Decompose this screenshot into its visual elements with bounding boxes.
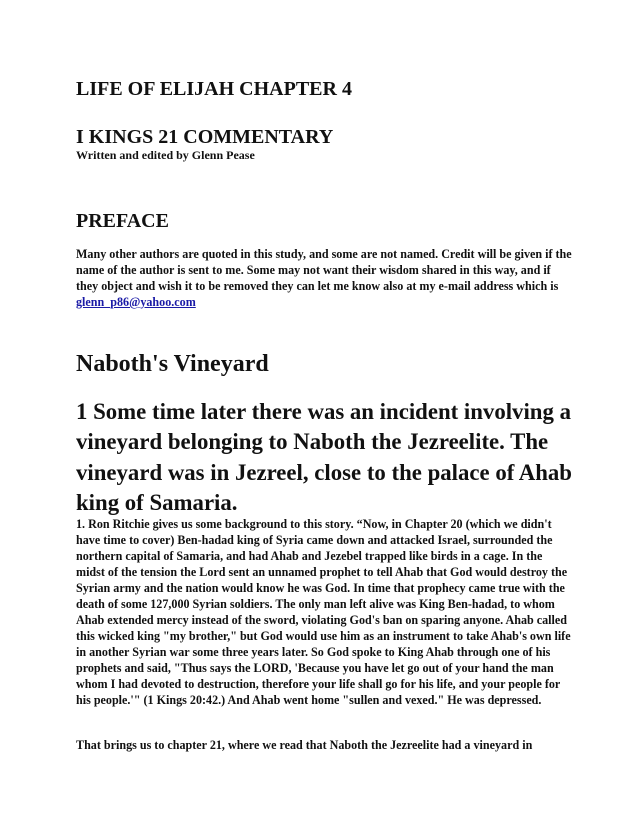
verse-text: 1 Some time later there was an incident involving a vineyard belonging to Naboth the Jezreelite. The vineyard was in Jezreel, close to the palace of Ahab king of Samaria. xyxy=(76,399,572,515)
preface-text: Many other authors are quoted in this study, and some are not named. Credit will be given if the name of the author is sent to me. Some may not want their wisdom shared in this way, and if they object and wish it to be removed they can let me know also at my e-mail address which is xyxy=(76,247,572,293)
preface-paragraph xyxy=(76,246,572,310)
preface-heading: PREFACE xyxy=(76,210,169,232)
email-link[interactable]: glenn_p86@yahoo.com xyxy=(76,295,196,309)
section-heading: Naboth's Vineyard xyxy=(76,351,269,377)
author-byline: Written and edited by Glenn Pease xyxy=(76,148,255,162)
commentary-paragraph: 1. Ron Ritchie gives us some background to this story. “Now, in Chapter 20 (which we didn't have time to cover) Ben-hadad king of Syria came down and attacked Israel, surrounded the northern capital of Samaria, and had Ahab and Jezebel trapped like birds in a cage. In the midst of the tension the Lord sent an unnamed prophet to tell Ahab that God would destroy the Syrian army and the nation would know he was God. In time that prophecy came true with the death of some 127,000 Syrian soldiers. The only man left alive was King Ben-hadad, to whom Ahab extended mercy instead of the sword, violating God's ban on sparing anyone. Ahab called this wicked king "my brother," but God would use him as an instrument to take Ahab's own life in another Syrian war some three years later. So God spoke to King Ahab through one of his prophets and said, "Thus says the LORD, 'Because you have let go out of your hand the man whom I had devoted to destruction, therefore your life shall go for his life, and your people for his people.'" (1 Kings 20:42.) And Ahab went home "sullen and vexed." He was depressed. xyxy=(76,517,571,707)
continuation-paragraph: That brings us to chapter 21, where we read that Naboth the Jezreelite had a vineyard in xyxy=(76,738,533,752)
document-subtitle: I KINGS 21 COMMENTARY xyxy=(76,126,334,148)
document-title: LIFE OF ELIJAH CHAPTER 4 xyxy=(76,78,352,100)
